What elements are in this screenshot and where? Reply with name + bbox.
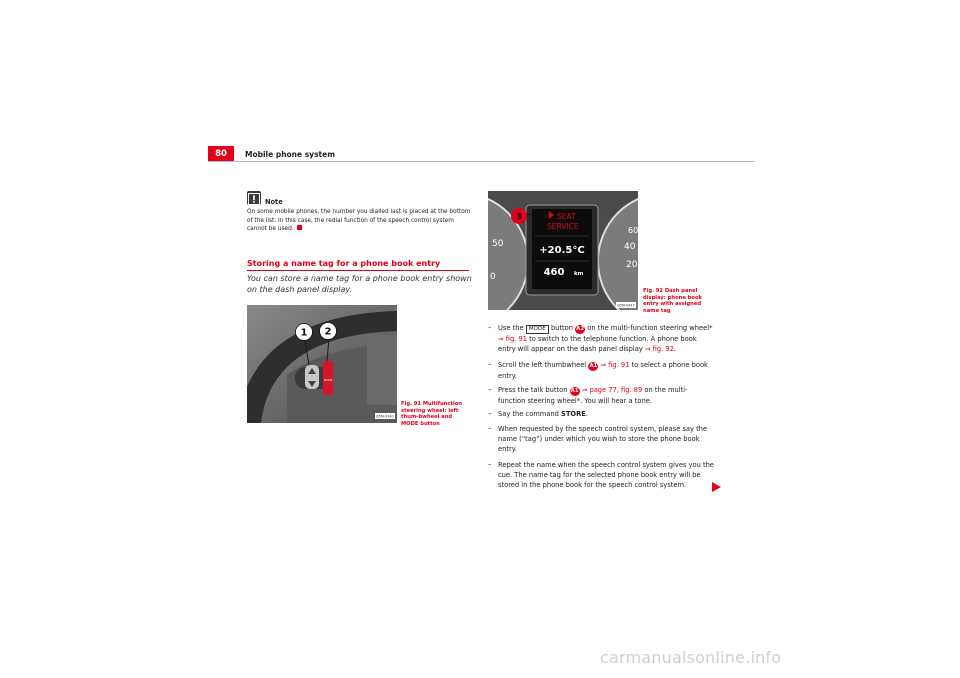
figure-caption-92: Fig. 92 Dash panel display: phone book entry with assigned name tag xyxy=(643,288,702,314)
callout-1: 1 xyxy=(300,327,308,339)
gauge-left-label-1: 50 xyxy=(492,239,504,249)
step-dash: – xyxy=(488,361,492,369)
step-5: – When requested by the speech control system, please say the name (“tag”) under which you wish to store the phone book entry. xyxy=(488,425,708,453)
dash-panel-illustration xyxy=(488,191,638,310)
link-fig-91[interactable]: ⇒ fig. 91 xyxy=(598,361,630,369)
figure-dash-panel xyxy=(488,191,638,310)
gauge-right-label-3: 20 xyxy=(626,260,638,270)
link-page-77-fig-89[interactable]: ⇒ page 77, fig. 89 xyxy=(579,386,643,394)
display-line-1: SEAT xyxy=(557,212,576,221)
step-dash: – xyxy=(488,386,492,394)
mode-button-label: MODE xyxy=(323,378,333,382)
note-icon xyxy=(247,191,261,205)
display-line-2: SERVICE xyxy=(547,222,579,231)
step-dash: – xyxy=(488,425,492,433)
steering-wheel-illustration xyxy=(247,305,397,423)
link-fig-92[interactable]: ⇒ fig. 92 xyxy=(644,345,674,353)
page-number: 80 xyxy=(208,146,234,162)
gauge-right-label-1: 60 xyxy=(628,226,638,235)
section-heading: Storing a name tag for a phone book entry xyxy=(247,259,441,268)
display-distance: 460 xyxy=(543,267,565,278)
command-store: STORE xyxy=(561,410,586,418)
note-text: On some mobile phones, the number you dialled last is placed at the bottom of the list. In this case, the redial function of the speech control system cannot be used. xyxy=(247,209,471,233)
figure-code: B5M-0447 xyxy=(617,303,635,308)
gauge-left-label-2: 0 xyxy=(490,272,496,282)
step-dash: – xyxy=(488,324,492,332)
note-label: Note xyxy=(265,198,283,206)
figure-caption-91: Fig. 91 Multifunction steering wheel: left thum-bwheel and MODE button xyxy=(401,401,462,427)
display-temperature: +20.5°C xyxy=(539,245,585,256)
end-marker-icon xyxy=(297,225,302,230)
link-fig-91[interactable]: ⇒ fig. 91 xyxy=(498,335,527,343)
figure-steering-wheel xyxy=(247,305,397,423)
step-dash: – xyxy=(488,410,492,418)
step-6: – Repeat the name when the speech control system gives you the cue. The name tag for the selected phone book entry will be stored in the phone book for the speech control system. xyxy=(488,461,714,489)
section-divider xyxy=(247,270,469,271)
gauge-right-label-2: 40 xyxy=(624,242,636,252)
chapter-title: Mobile phone system xyxy=(245,150,336,159)
section-lead: You can store a name tag for a phone book entry shown on the dash panel display. xyxy=(247,274,472,294)
footer-watermark: carmanualsonline.info xyxy=(600,648,782,667)
step-1: – Use the MODE button A2 on the multi-function steering wheel* ⇒ fig. 91 to switch to the telephone function. A phone book entry will appear on the dash panel display ⇒ fig. 92. xyxy=(488,324,713,353)
mode-button-symbol: MODE xyxy=(526,325,549,334)
step-2: – Scroll the left thumbwheel A1 ⇒ fig. 91 to select a phone book entry. xyxy=(488,361,708,380)
step-dash: – xyxy=(488,461,492,469)
callout-2: 2 xyxy=(324,326,332,338)
continue-arrow-icon xyxy=(712,482,721,492)
badge-a1: A1 xyxy=(589,363,598,369)
badge-a2: A2 xyxy=(576,326,585,332)
display-distance-unit: km xyxy=(574,271,584,277)
badge-a1: A1 xyxy=(570,388,579,394)
step-3: – Press the talk button A1 ⇒ page 77, fig. 89 on the multi-function steering wheel*. You will hear a tone. xyxy=(488,386,688,405)
step-4: – Say the command STORE. xyxy=(488,410,588,418)
figure-code: B5M-0340 xyxy=(376,414,394,419)
header-divider xyxy=(208,161,755,162)
callout-3: 3 xyxy=(515,212,523,223)
